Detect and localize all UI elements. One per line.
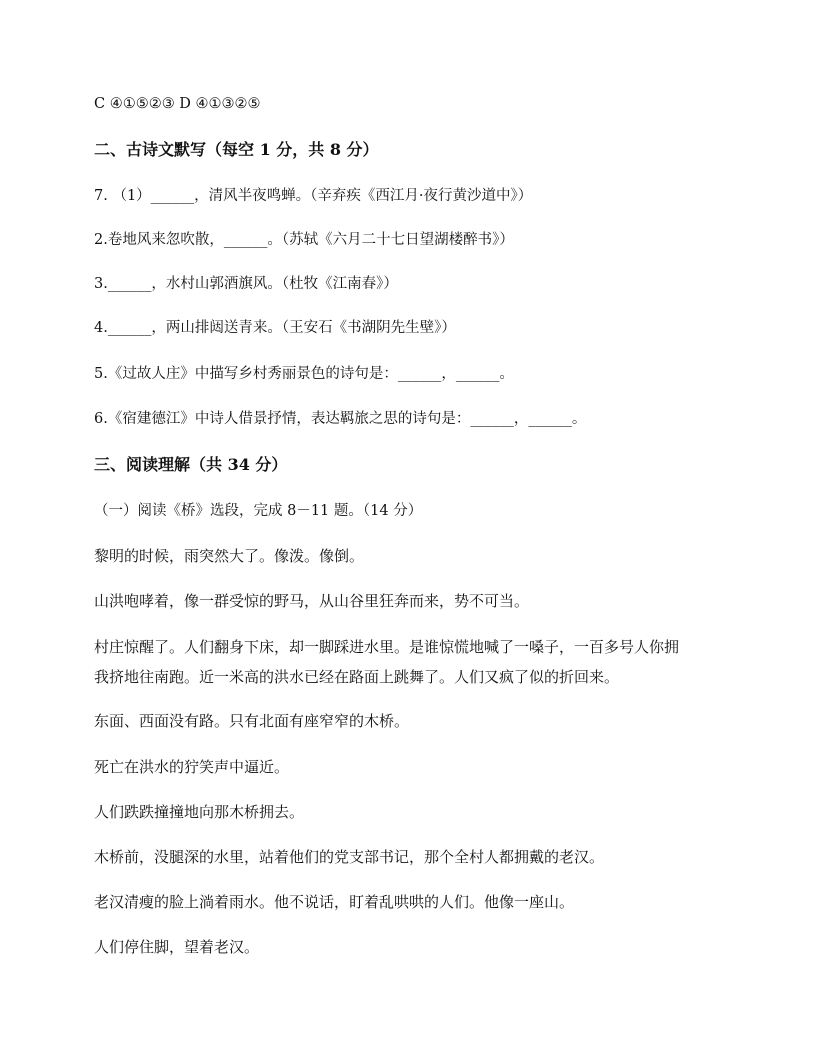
passage-paragraph: 山洪咆哮着，像一群受惊的野马，从山谷里狂奔而来，势不可当。 [94, 592, 530, 610]
passage-paragraph: 村庄惊醒了。人们翻身下床，却一脚踩进水里。是谁惊慌地喊了一嗓子，一百多号人你拥 [94, 638, 680, 656]
question-line: 6.《宿建德江》中诗人借景抒情，表达羁旅之思的诗句是：______，______。 [94, 411, 587, 427]
section-heading-reading: 三、阅读理解（共 34 分） [94, 455, 288, 474]
question-line: 7. （1）______，清风半夜鸣蝉。（辛弃疾《西江月·夜行黄沙道中》） [94, 188, 533, 204]
passage-paragraph: 人们停住脚，望着老汉。 [94, 938, 260, 956]
passage-paragraph-continued: 我挤地往南跑。近一米高的洪水已经在路面上跳舞了。人们又疯了似的折回来。 [94, 668, 620, 686]
passage-paragraph: 死亡在洪水的狞笑声中逼近。 [94, 758, 290, 776]
section-heading-poetry: 二、古诗文默写（每空 1 分，共 8 分） [94, 140, 379, 159]
reading-instructions: （一）阅读《桥》选段，完成 8－11 题。（14 分） [94, 503, 423, 519]
passage-paragraph: 人们跌跌撞撞地向那木桥拥去。 [94, 803, 305, 821]
question-line: 5.《过故人庄》中描写乡村秀丽景色的诗句是：______，______。 [94, 366, 514, 382]
passage-paragraph: 东面、西面没有路。只有北面有座窄窄的木桥。 [94, 712, 410, 730]
question-line: 2.卷地风来忽吹散，______。（苏轼《六月二十七日望湖楼醉书》） [94, 232, 514, 248]
question-line: 4.______，两山排闼送青来。（王安石《书湖阴先生壁》） [94, 320, 456, 336]
question-line: 3.______，水村山郭酒旗风。（杜牧《江南春》） [94, 276, 398, 292]
passage-paragraph: 木桥前，没腿深的水里，站着他们的党支部书记，那个全村人都拥戴的老汉。 [94, 848, 605, 866]
answer-options-line: C ④①⑤②③ D ④①③②⑤ [94, 96, 261, 112]
passage-paragraph: 老汉清瘦的脸上淌着雨水。他不说话，盯着乱哄哄的人们。他像一座山。 [94, 893, 575, 911]
passage-paragraph: 黎明的时候，雨突然大了。像泼。像倒。 [94, 547, 365, 565]
